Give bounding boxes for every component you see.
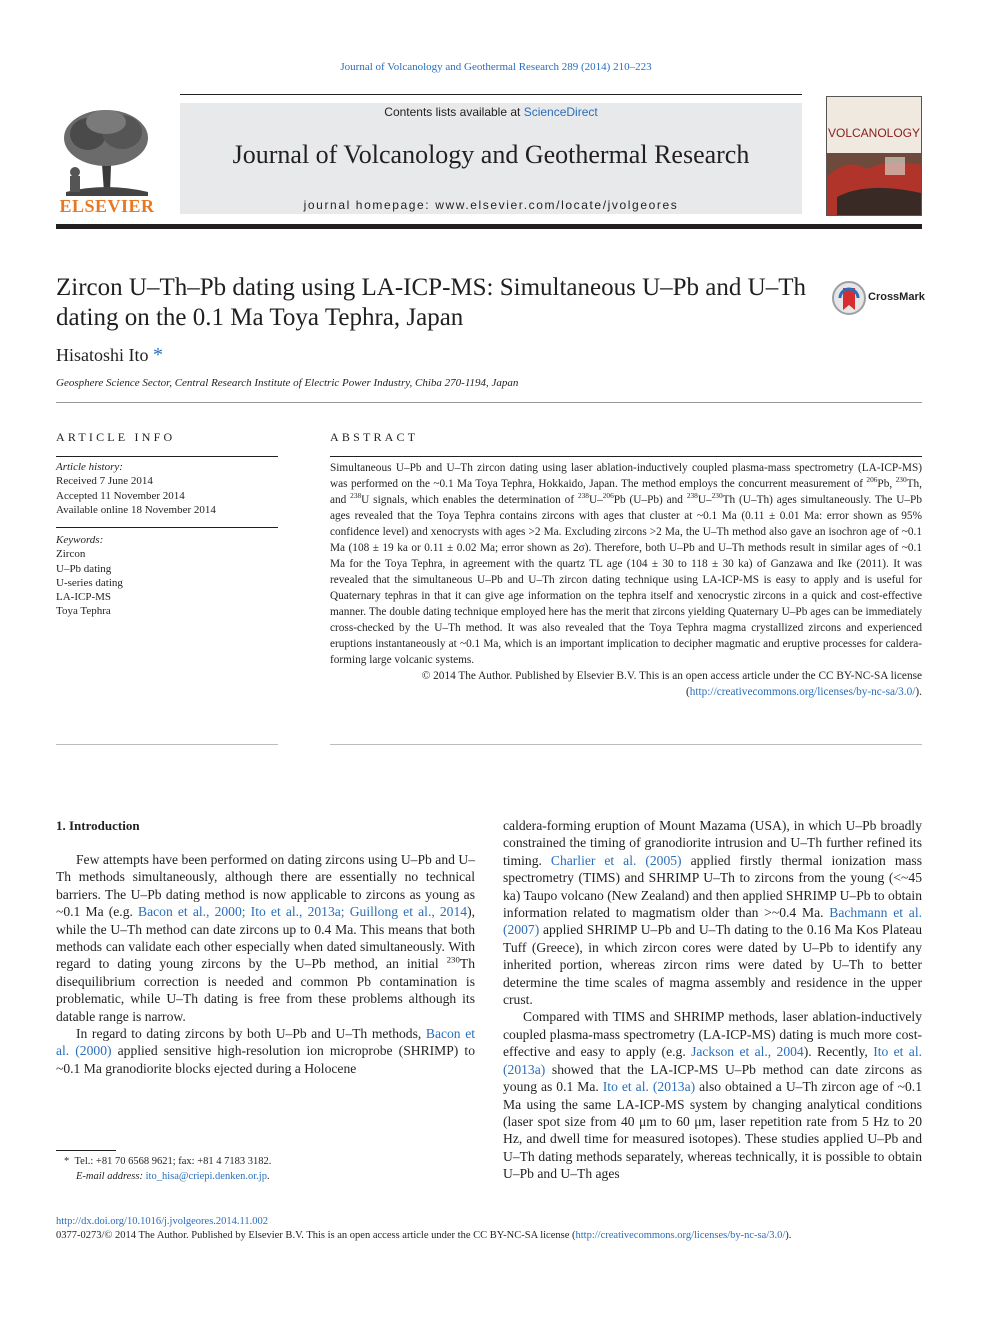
keywords-label: Keywords:	[56, 534, 104, 546]
footer-license	[56, 1230, 936, 1241]
abstract-rule	[330, 456, 922, 457]
footer-license-text: 0377-0273/© 2014 The Author. Published by Elsevier B.V. This is an open access article under the CC BY-NC-SA license (	[56, 1230, 576, 1241]
journal-cover-image	[827, 97, 921, 215]
journal-citation[interactable]: Journal of Volcanology and Geothermal Research 289 (2014) 210–223	[340, 61, 652, 73]
history-label: Article history:	[56, 461, 123, 473]
citation-link[interactable]: Bacon et al. (2000)	[56, 1026, 476, 1059]
citation-link[interactable]: Ito et al. (2013a)	[503, 1044, 922, 1077]
keyword: LA-ICP-MS	[56, 591, 112, 604]
contents-prefix: Contents lists available at	[384, 105, 524, 119]
author	[56, 344, 163, 367]
copyright-text: © 2014 The Author. Published by Elsevier B.V. This is an open access article under the CC BY-NC-SA license	[421, 670, 922, 682]
received-date: Received 7 June 2014	[56, 475, 153, 488]
footer-license-suffix: ).	[785, 1230, 792, 1241]
article-info-rule	[56, 456, 278, 457]
corresponding-author-mark[interactable]: *	[153, 344, 163, 366]
email-link[interactable]: ito_hisa@criepi.denken.or.jp	[145, 1171, 267, 1182]
author-name: Hisatoshi Ito	[56, 345, 149, 365]
footnote-tel: * Tel.: +81 70 6568 9621; fax: +81 4 7183 3182.	[64, 1156, 272, 1167]
article-info-heading: ARTICLE INFO	[56, 430, 176, 444]
abstract-text	[330, 460, 922, 700]
citation-link[interactable]: Bachmann et al. (2007)	[503, 905, 922, 938]
doi-link[interactable]: http://dx.doi.org/10.1016/j.jvolgeores.2014.11.002	[56, 1216, 269, 1227]
keyword: Zircon	[56, 548, 86, 561]
section-heading-introduction: 1. Introduction	[56, 818, 140, 833]
affiliation: Geosphere Science Sector, Central Research Institute of Electric Power Industry, Chiba 270-1194, Japan	[56, 377, 519, 389]
intro-paragraph: Compared with TIMS and SHRIMP methods, laser ablation-inductively coupled plasma-mass spectrometry (LA-ICP-MS) dating is much more cost-effective and easy to apply (e.g. Jackson et al., 2004). Recently, Ito et al. (2013a) showed that the LA-ICP-MS U–Pb method can date zircons as young as 0.1 Ma. Ito et al. (2013a) also obtained a U–Th zircon age of ~0.1 Ma using the same LA-ICP-MS system by changing analytical conditions (laser spot size from 40 μm to 60 μm, laser repetition rate from 5 Hz to 20 Hz, and dwell time for measured isotopes). These studies applied U–Pb and U–Th dating methods separately, whereas technically, it is possible to obtain U–Pb and U–Th ages	[503, 1009, 922, 1182]
intro-paragraph: caldera-forming eruption of Mount Mazama (USA), in which U–Pb broadly constrained the timing of granodiorite intrusion and U–Th further refined its timing. Charlier et al. (2005) applied firstly thermal ionization mass spectrometry (TIMS) and SHRIMP U–Th to zircons from the young (<~45 ka) Taupo volcano (New Zealand) and then applied SHRIMP U–Pb to obtain information related to magmatism older than >~0.4 Ma. Bachmann et al. (2007) applied SHRIMP U–Pb and U–Th dating to the 0.16 Ma Kos Plateau Tuff (Greece), in which zircon cores were dated by U–Pb to identify any inherited portion, whereas zircon rims were dated by U–Th to better determine the time scales of magma assembly and residence in the upper crust.	[503, 818, 923, 1008]
header-thick-rule	[56, 224, 922, 229]
abstract-heading: ABSTRACT	[330, 430, 419, 444]
tel-text: Tel.: +81 70 6568 9621; fax: +81 4 7183 3182.	[74, 1156, 272, 1167]
footnote-email: E-mail address: ito_hisa@criepi.denken.or.jp.	[76, 1171, 270, 1182]
title-rule	[56, 402, 922, 403]
keyword: U-series dating	[56, 576, 123, 589]
homepage-url[interactable]: www.elsevier.com/locate/jvolgeores	[435, 198, 679, 212]
citation-link[interactable]: Charlier et al. (2005)	[550, 852, 682, 868]
intro-paragraph: Few attempts have been performed on dating zircons using U–Pb and U–Th methods simultaneously, although there are essentially no technical barriers. The U–Pb dating method is now applicable to zircons as young as ~0.1 Ma (e.g. Bacon et al., 2000; Ito et al., 2013a; Guillong et al., 2014), while the U–Th method can date zircons up to 0.4 Ma. This means that both methods can validate each other especially when dated simultaneously. With regard to dating young zircons by the U–Pb method, an initial $^{230}$Th disequilibrium correction is needed and common Pb contamination is problematic, while U–Th dating is free from these problems although its datable range is narrow.	[56, 852, 475, 1024]
citation-link[interactable]: Jackson et al., 2004	[691, 1044, 804, 1060]
article-info-bottom-rule	[56, 744, 278, 745]
elsevier-wordmark: ELSEVIER	[59, 196, 155, 216]
online-date: Available online 18 November 2014	[56, 503, 216, 516]
keyword: Toya Tephra	[56, 605, 111, 618]
intro-paragraph: In regard to dating zircons by both U–Pb and U–Th methods, Bacon et al. (2000) applied sensitive high-resolution ion microprobe (SHRIMP) to ~0.1 Ma granodiorite blocks ejected during a Holocene	[56, 1026, 476, 1076]
keywords	[56, 533, 278, 619]
contents-line	[180, 105, 802, 119]
sciencedirect-link[interactable]: ScienceDirect	[523, 105, 598, 119]
journal-homepage	[180, 198, 802, 212]
article-title: Zircon U–Th–Pb dating using LA-ICP-MS: Simultaneous U–Pb and U–Th dating on the 0.1 Ma Toya Tephra, Japan	[56, 274, 806, 331]
citation-link[interactable]: Bacon et al., 2000; Ito et al., 2013a; Guillong et al., 2014	[138, 904, 468, 920]
footnote-rule	[56, 1150, 116, 1151]
journal-cover-thumbnail	[826, 96, 922, 216]
abstract-bottom-rule	[330, 744, 922, 745]
abstract-copyright: © 2014 The Author. Published by Elsevier B.V. This is an open access article under the CC BY-NC-SA license (http://creativecommons.org/licenses/by-nc-sa/3.0/).	[421, 670, 922, 698]
homepage-prefix: journal homepage:	[303, 198, 436, 212]
crossmark-label[interactable]: CrossMark	[868, 291, 925, 303]
email-label: E-mail address:	[76, 1171, 146, 1182]
accepted-date: Accepted 11 November 2014	[56, 489, 185, 502]
journal-name: Journal of Volcanology and Geothermal Research	[232, 140, 750, 169]
footer-license-link[interactable]: http://creativecommons.org/licenses/by-nc-sa/3.0/	[575, 1230, 786, 1241]
intro-column-left	[56, 851, 475, 1077]
intro-column-right	[503, 817, 922, 1183]
header-rule	[180, 94, 802, 95]
keywords-rule	[56, 527, 278, 528]
footnote	[56, 1154, 476, 1184]
keyword: U–Pb dating	[56, 562, 112, 575]
license-link[interactable]: http://creativecommons.org/licenses/by-nc-sa/3.0/	[689, 686, 916, 698]
article-history	[56, 460, 278, 517]
citation-link[interactable]: Ito et al. (2013a)	[602, 1079, 696, 1095]
cover-title: VOLCANOLOGY	[827, 126, 921, 140]
abstract-body: Simultaneous U–Pb and U–Th zircon dating using laser ablation-inductively coupled plasma-mass spectrometry (LA-ICP-MS) was performed on the ~0.1 Ma Toya Tephra, Hokkaido, Japan. The method employs the concurrent measurement of $^{206}$Pb, $^{230}$Th, and $^{238}$U signals, which enables the determination of $^{238}$U–$^{206}$Pb (U–Pb) and $^{238}$U–$^{230}$Th (U–Th) ages simultaneously. The U–Pb ages revealed that the Toya Tephra contains zircons with ages that cluster at ~0.1 Ma (0.11 ± 0.01 Ma: error shown as 95% confidence level) and xenocrysts with ages >2 Ma. Excluding zircons >2 Ma, the U–Th method also gave an isochron age of ~0.1 Ma (108 ± 19 ka or 0.11 ± 0.02 Ma; error shown as 2σ). Therefore, both U–Pb and U–Th methods result in similar ages of ~0.1 Ma for the Toya Tephra, in agreement with the quartz TL age (104 ± 30 to 118 ± 30 ka) of Ganzawa and Ike (2011). It was revealed that the simultaneous U–Pb and U–Th zircon dating technique using LA-ICP-MS is easy to apply and is useful for Quaternary tephras in that it can give age information on the tephra itself and xenocrystic zircons in a quick and cost-effective manner. The double dating technique employed here has the merit that zircons yielding Quaternary U–Pb ages can be immediately cross-checked by the U–Th method. It was also revealed that the Toya Tephra magma crystallized zircons and experienced eruptions instantaneously at ~0.1 Ma, which is an important implication to decipher magmatic and eruptive processes for caldera-forming large volcanic systems.	[330, 462, 922, 666]
